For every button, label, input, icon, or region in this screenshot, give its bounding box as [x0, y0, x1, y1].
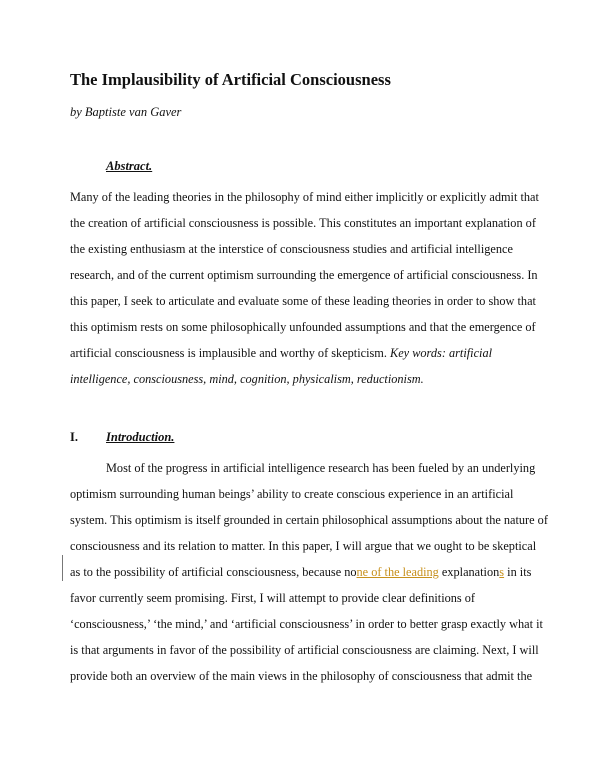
keywords-label: Key words: artificial — [390, 346, 493, 360]
intro-line: Most of the progress in artificial intelligence research has been fueled by an underlying — [106, 461, 536, 475]
intro-line: is that arguments in favor of the possibility of artificial consciousness are claiming. Next, I will — [70, 643, 539, 657]
intro-line: optimism surrounding human beings’ ability to create conscious experience in an artificial — [70, 487, 514, 501]
section-title: Introduction. — [106, 430, 175, 444]
intro-line: system. This optimism is itself grounded in certain philosophical assumptions about the nature of — [70, 513, 548, 527]
intro-line: favor currently seem promising. First, I will attempt to provide clear definitions of — [70, 591, 476, 605]
paper-title: The Implausibility of Artificial Consciousness — [70, 70, 391, 89]
abstract-line: the existing enthusiasm at the interstice of consciousness studies and artificial intelligence — [70, 242, 513, 256]
abstract-line: this paper, I seek to articulate and evaluate some of these leading theories in order to show that — [70, 294, 536, 308]
tracked-insertion[interactable]: s — [499, 565, 505, 579]
author-byline: by Baptiste van Gaver — [70, 105, 182, 119]
tracked-insertion[interactable]: ne of the leading — [356, 565, 439, 579]
track-change-bar — [62, 555, 63, 581]
keywords-list: intelligence, consciousness, mind, cognition, physicalism, reductionism. — [70, 372, 424, 386]
tracked-before: as to the possibility of artificial consciousness, because no — [70, 565, 357, 579]
abstract-line: research, and of the current optimism surrounding the emergence of artificial consciousness. In — [70, 268, 538, 282]
intro-line: ‘consciousness,’ ‘the mind,’ and ‘artificial consciousness’ in order to better grasp exactly what it — [70, 617, 543, 631]
intro-line-tracked — [70, 564, 531, 580]
tracked-after: in its — [504, 565, 532, 579]
tracked-middle: explanation — [438, 565, 500, 579]
abstract-line: Many of the leading theories in the philosophy of mind either implicitly or explicitly admit that — [70, 190, 539, 204]
abstract-line: the creation of artificial consciousness is possible. This constitutes an important explanation of — [70, 216, 536, 230]
abstract-line: this optimism rests on some philosophically unfounded assumptions and that the emergence of — [70, 320, 536, 334]
intro-line: provide both an overview of the main views in the philosophy of consciousness that admit the — [70, 669, 533, 683]
abstract-last-text: artificial consciousness is implausible and worthy of skepticism. — [70, 346, 391, 360]
abstract-heading: Abstract. — [106, 159, 153, 173]
intro-line: consciousness and its relation to matter. In this paper, I will argue that we ought to be skeptical — [70, 539, 537, 553]
section-number: I. — [70, 430, 78, 444]
abstract-line-keywords — [70, 345, 492, 361]
